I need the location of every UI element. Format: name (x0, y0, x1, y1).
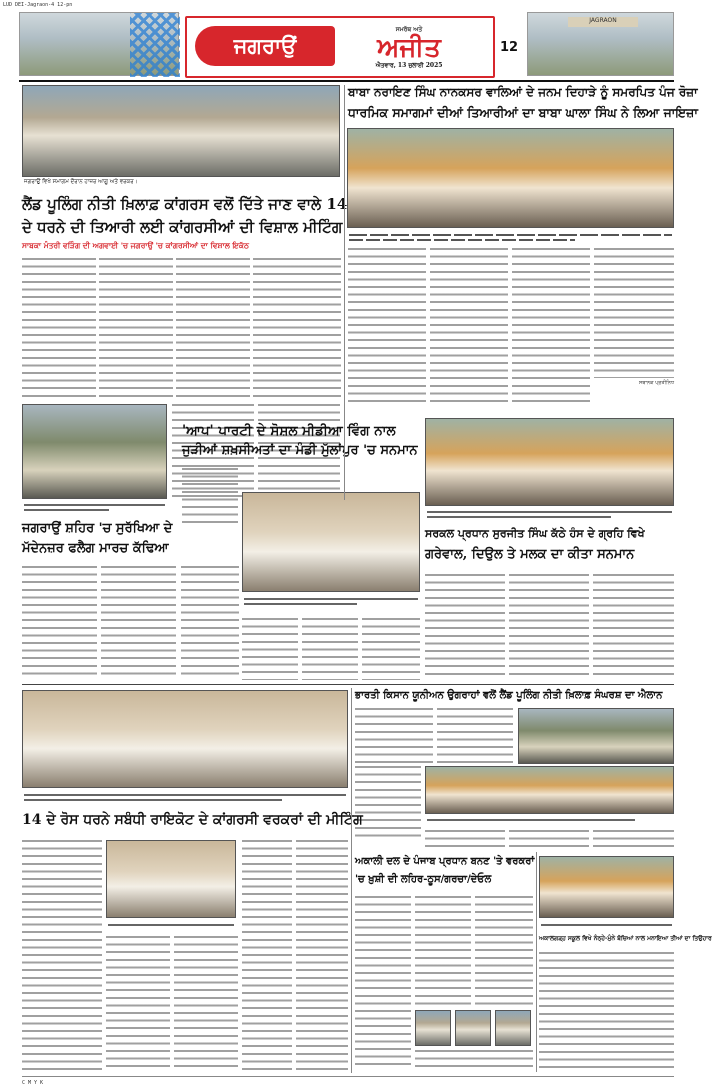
land-headline-line1: ਲੈਂਡ ਪੂਲਿੰਗ ਨੀਤੀ ਖ਼ਿਲਾਫ਼ ਕਾਂਗਰਸ ਵਲੋਂ ਦਿੱਤੇ ਜਾਣ ਵਾਲੇ 14 (22, 195, 348, 213)
masthead-left-photo (19, 12, 179, 76)
rally-col-4 (242, 840, 292, 1070)
baba-col-4 (594, 248, 674, 378)
flag-march-caption (22, 500, 167, 516)
akali-col-3 (475, 896, 533, 1006)
portrait-1 (415, 1010, 451, 1046)
group-photo-top-left (22, 85, 340, 177)
land-col-3 (176, 258, 250, 400)
akali-col-4 (415, 1050, 533, 1070)
land-col-1 (22, 258, 96, 400)
baba-headline-line1: ਬਾਬਾ ਨਰਾਇਣ ਸਿੰਘ ਨਾਨਕਸਰ ਵਾਲਿਆਂ ਦੇ ਜਨਮ ਦਿਹਾੜੇ ਨੂੰ ਸਮਰਪਿਤ ਪੰਜ ਰੋਜ਼ਾ (348, 85, 698, 99)
baba-col-3 (512, 248, 590, 404)
bku-col-5 (509, 830, 589, 850)
bku-photo-caption (425, 815, 674, 827)
bku-col-4 (425, 830, 505, 850)
building-sign: JAGRAON (568, 17, 638, 27)
land-col-4 (253, 258, 341, 400)
baba-reporter-tag: ਸਥਾਨਕ ਪ੍ਰਤੀਨਿਧ (639, 380, 674, 386)
column-rule-bottom-right (536, 852, 537, 1072)
bku-col-3 (355, 766, 421, 838)
baba-col-2 (430, 248, 508, 404)
akali-headline-line2: 'ਚ ਖ਼ੁਸ਼ੀ ਦੀ ਲਹਿਰ-ਠੂਸ/ਗਰਚਾ/ਦੇਓਲ (355, 874, 492, 885)
decorative-pattern (130, 13, 180, 77)
security-headline-line2: ਮੱਦੇਨਜ਼ਰ ਫਲੈਗ ਮਾਰਚ ਕੱਢਿਆ (22, 541, 169, 556)
aap-col-2 (242, 618, 298, 680)
school-col-1 (539, 952, 674, 1070)
aap-photo-caption (242, 594, 420, 610)
rally-col-5 (296, 840, 348, 1070)
sarkal-col-3 (593, 574, 674, 680)
akali-col-1 (355, 896, 411, 1070)
footer-rule (22, 1076, 674, 1077)
aap-col-1 (182, 468, 238, 524)
bku-col-6 (593, 830, 674, 850)
school-teej-photo (539, 856, 674, 918)
rally-col-1 (22, 840, 102, 1070)
column-rule-main (344, 85, 345, 500)
baba-headline-line2: ਧਾਰਮਿਕ ਸਮਾਗਮਾਂ ਦੀਆਂ ਤਿਆਰੀਆਂ ਦਾ ਬਾਬਾ ਘਾਲਾ ਸਿੰਘ ਨੇ ਲਿਆ ਜਾਇਜ਼ਾ (348, 105, 698, 120)
akali-headline-line1: ਅਕਾਲੀ ਦਲ ਦੇ ਪੰਜਾਬ ਪ੍ਰਧਾਨ ਬਨਣ 'ਤੇ ਵਰਕਰਾਂ (355, 856, 535, 867)
sarkal-col-1 (425, 574, 505, 680)
aap-col-3 (302, 618, 358, 680)
aap-headline-line1: 'ਆਪ' ਪਾਰਟੀ ਦੇ ਸੋਸ਼ਲ ਮੀਡੀਆ ਵਿੰਗ ਨਾਲ (182, 423, 396, 439)
cmyk-marks: C M Y K (22, 1080, 44, 1086)
bku-headline: ਭਾਰਤੀ ਕਿਸਾਨ ਯੂਨੀਅਨ ਉਗਰਾਹਾਂ ਵਲੋਂ ਲੈਂਡ ਪੂਲਿੰਗ ਨੀਤੀ ਖ਼ਿਲਾਫ਼ ਸੰਘਰਸ਼ ਦਾ ਐਲਾਨ (355, 690, 663, 701)
date-line: ਐਤਵਾਰ, 13 ਜੁਲਾਈ 2025 (375, 62, 443, 69)
flag-march-photo (22, 404, 167, 499)
sarkal-headline-line1: ਸਰਕਲ ਪ੍ਰਧਾਨ ਸੁਰਜੀਤ ਸਿੰਘ ਕੱਠੇ ਹੰਸ ਦੇ ਗ੍ਰਹਿ ਵਿਖੇ (425, 527, 645, 540)
group-photo-middle-left (22, 690, 348, 788)
sarkal-headline-line2: ਗਰੇਵਾਲ, ਦਿਉਲ ਤੇ ਮਲਕ ਦਾ ਕੀਤਾ ਸਨਮਾਨ (425, 547, 635, 562)
portrait-2 (455, 1010, 491, 1046)
sarkal-col-2 (509, 574, 589, 680)
bku-col-1 (355, 708, 433, 764)
print-slug: LUD DEI-Jagraon-4 12-pn (3, 2, 73, 8)
rally-col-3 (174, 936, 238, 1070)
paper-nameplate (339, 20, 479, 76)
security-col-3 (181, 566, 239, 678)
rally-photo (106, 840, 236, 918)
security-col-2 (101, 566, 176, 678)
security-col-1 (22, 566, 97, 678)
paper-name: ਅਜੀਤ (377, 33, 441, 63)
aap-col-4 (362, 618, 420, 680)
rally-photo-caption (106, 920, 236, 932)
security-headline-line1: ਜਗਰਾਉਂ ਸ਼ਹਿਰ 'ਚ ਸੁਰੱਖਿਆ ਦੇ (22, 521, 173, 536)
school-headline: ਅਕਾਲਗੜ੍ਹ ਸਕੂਲ ਵਿਖੇ ਨੰਨ੍ਹੇ-ਮੁੰਨੇ ਬੱਚਿਆਂ ਨਾਲ ਮਨਾਇਆ ਤੀਆਂ ਦਾ ਤਿਉਹਾਰ (539, 935, 712, 942)
section-rule-1 (22, 684, 674, 685)
baba-event-photo (347, 128, 674, 228)
section-name: ਜਗਰਾਉਂ (195, 26, 335, 66)
rally-col-2 (106, 936, 170, 1070)
portrait-3 (495, 1010, 531, 1046)
aap-headline-line2: ਜੁੜੀਆਂ ਸ਼ਖ਼ਸੀਅਤਾਂ ਦਾ ਮੰਡੀ ਮੁੱਲਾਂਪੁਰ 'ਚ ਸਨਮਾਨ (182, 443, 418, 458)
baba-photo-caption (347, 230, 674, 244)
akali-col-2 (415, 896, 471, 1006)
religious-leaders-photo (425, 418, 674, 506)
bku-photo-small (518, 708, 674, 764)
column-rule-lower (351, 688, 352, 1073)
land-col-2 (99, 258, 173, 400)
baba-col-1 (348, 248, 426, 404)
land-headline-line2: ਦੇ ਧਰਨੇ ਦੀ ਤਿਆਰੀ ਲਈ ਕਾਂਗਰਸੀਆਂ ਦੀ ਵਿਸ਼ਾਲ ਮੀਟਿੰਗ (22, 218, 343, 236)
masthead-rule (19, 80, 674, 82)
land-subhead: ਸਾਬਕਾ ਮੰਤਰੀ ਵੜਿੰਗ ਦੀ ਅਗਵਾਈ 'ਚ ਜਗਰਾਉਂ 'ਚ ਕਾਂਗਰਸੀਆਂ ਦਾ ਵਿਸ਼ਾਲ ਇਕੱਠ (22, 241, 249, 250)
bku-col-2 (437, 708, 513, 764)
masthead-banner (185, 16, 495, 78)
masthead-right-photo (527, 12, 674, 76)
middle-left-caption (22, 790, 348, 804)
rally-headline: 14 ਦੇ ਰੋਸ ਧਰਨੇ ਸਬੰਧੀ ਰਾਇਕੋਟ ਦੇ ਕਾਂਗਰਸੀ ਵਰਕਰਾਂ ਦੀ ਮੀਟਿੰਗ (22, 812, 363, 828)
religious-photo-caption (425, 507, 674, 521)
page-number: 12 (499, 40, 519, 55)
bku-photo-wide (425, 766, 674, 814)
school-photo-caption (539, 920, 674, 932)
top-left-caption: ਜਗਰਾਉਂ ਵਿਖੇ ਸਮਾਗਮ ਦੌਰਾਨ ਹਾਜ਼ਰ ਆਗੂ ਅਤੇ ਵਰਕਰ। (24, 179, 138, 185)
aap-honour-photo (242, 492, 420, 592)
paper-tagline: ਸਮਰੱਥ ਅਤੇ (395, 26, 423, 33)
